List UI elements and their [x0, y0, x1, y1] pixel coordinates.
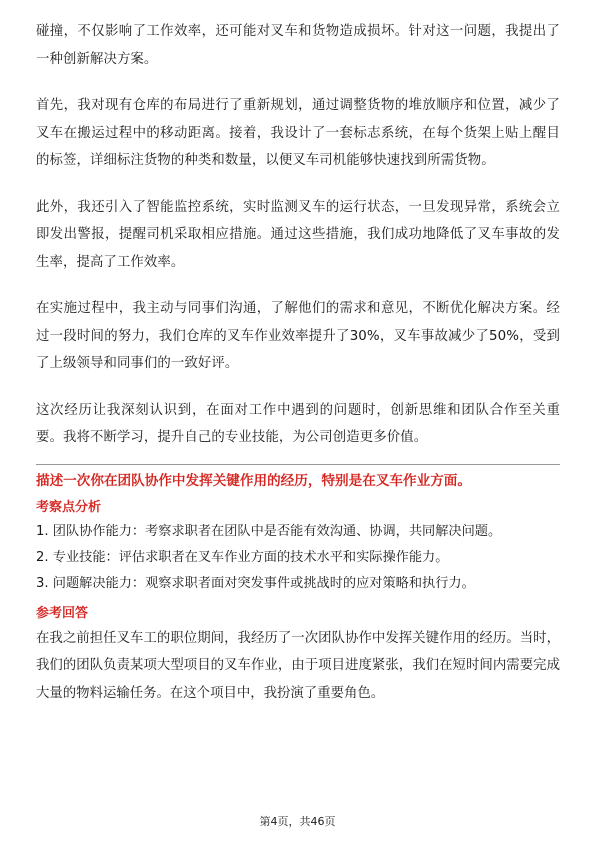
question-title: 描述一次你在团队协作中发挥关键作用的经历，特别是在叉车作业方面。	[36, 472, 471, 489]
page-content	[36, 18, 560, 707]
analysis-item-3: 3. 问题解决能力：观察求职者面对突发事件或挑战时的应对策略和执行力。	[36, 575, 475, 591]
paragraph-2: 首先，我对现有仓库的布局进行了重新规划，通过调整货物的堆放顺序和位置，减少了叉车在搬运过程中的移动距离。接着，我设计了一套标志系统，在每个货架上贴上醒目的标签，详细标注货物的种类和数量，以便叉车司机能够快速找到所需货物。	[36, 98, 560, 168]
analysis-item-1: 1. 团队协作能力：考察求职者在团队中是否能有效沟通、协调，共同解决问题。	[36, 523, 502, 539]
analysis-item-2: 2. 专业技能：评估求职者在叉车作业方面的技术水平和实际操作能力。	[36, 549, 449, 565]
section-divider	[36, 464, 560, 465]
paragraph-4: 在实施过程中，我主动与同事们沟通，了解他们的需求和意见，不断优化解决方案。经过一段时间的努力，我们仓库的叉车作业效率提升了30%，叉车事故减少了50%，受到了上级领导和同事们的一致好评。	[36, 301, 560, 371]
answer-heading: 参考回答	[36, 605, 89, 621]
paragraph-1: 碰撞，不仅影响了工作效率，还可能对叉车和货物造成损坏。针对这一问题，我提出了一种创新解决方案。	[36, 24, 560, 67]
answer-text: 在我之前担任叉车工的职位期间，我经历了一次团队协作中发挥关键作用的经历。当时，我们的团队负责某项大型项目的叉车作业，由于项目进度紧张，我们在短时间内需要完成大量的物料运输任务。在这个项目中，我扮演了重要角色。	[36, 630, 560, 701]
analysis-heading: 考察点分析	[36, 499, 102, 515]
paragraph-5: 这次经历让我深刻认识到，在面对工作中遇到的问题时，创新思维和团队合作至关重要。我将不断学习，提升自己的专业技能，为公司创造更多价值。	[36, 402, 560, 445]
paragraph-3: 此外，我还引入了智能监控系统，实时监测叉车的运行状态，一旦发现异常，系统会立即发出警报，提醒司机采取相应措施。通过这些措施，我们成功地降低了叉车事故的发生率，提高了工作效率。	[36, 199, 560, 270]
page-footer: 第4页，共46页	[259, 815, 336, 828]
